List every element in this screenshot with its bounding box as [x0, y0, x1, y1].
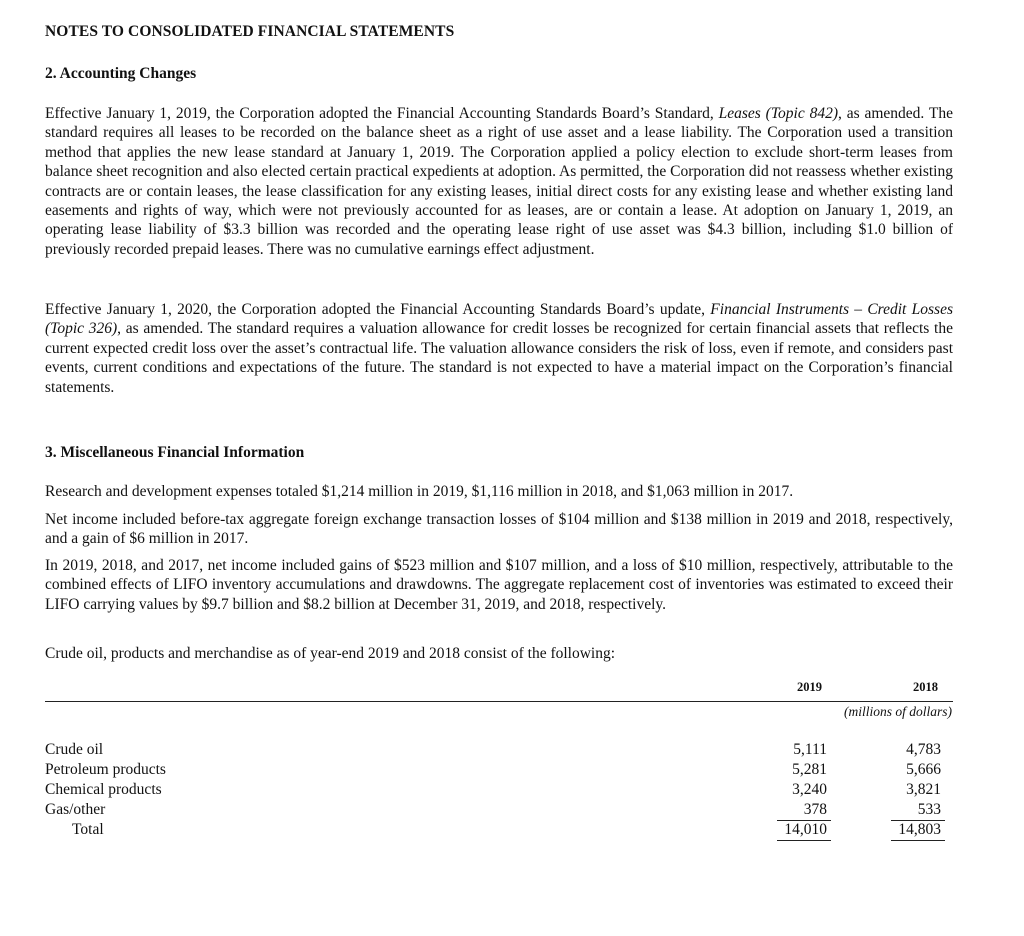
paragraph-credit-losses-post: , as amended. The standard requires a valuation allowance for credit losses be recognized for certain financial assets that reflects the current expected credit loss over the asset’s contractual life. The valuation allowance considers the risk of loss, even if remote, and considers past events, current conditions and expectations of the future. The standard is not expected to have a material impact on the Corporation’s financial statements.: [45, 320, 953, 396]
value-2018: 3,821: [906, 781, 941, 798]
paragraph-credit-losses: [45, 300, 953, 397]
paragraph-leases-italic: Leases (Topic 842): [718, 105, 838, 122]
table-row: [45, 760, 953, 780]
row-label: Gas/other: [45, 801, 106, 818]
column-header-2019: 2019: [797, 680, 822, 694]
row-label: Chemical products: [45, 781, 162, 798]
table-row: [45, 780, 953, 800]
paragraph-lifo: In 2019, 2018, and 2017, net income included gains of $523 million and $107 million, and a loss of $10 million, respectively, attributable to the combined effects of LIFO inventory accumulations and drawdowns. The aggregate replacement cost of inventories was estimated to exceed their LIFO carrying values by $9.7 billion and $8.2 billion at December 31, 2019, and 2018, respectively.: [45, 557, 953, 613]
table-top-rule: [45, 701, 775, 702]
paragraph-foreign-exchange: Net income included before-tax aggregate foreign exchange transaction losses of $104 million and $138 million in 2019 and 2018, respectively, and a gain of $6 million in 2017.: [45, 511, 953, 548]
table-row-total: [45, 820, 953, 840]
unit-label: (millions of dollars): [843, 704, 952, 719]
paragraph-leases-post: , as amended. The standard requires all leases to be recorded on the balance sheet as a right of use asset and a lease liability. The Corporation used a transition method that applies the new lease standard at January 1, 2019. The Corporation applied a policy election to exclude short-term leases from balance sheet recognition and also elected certain practical expedients at adoption. As permitted, the Corporation did not reassess whether existing contracts are or contain leases, the lease classification for any existing leases, initial direct costs for any existing lease and whether existing land easements and rights of way, which were not previously accounted for as leases, are or contain a lease. At adoption on January 1, 2019, an operating lease liability of $3.3 billion was recorded and the operating lease right of use asset was $4.3 billion, including $1.0 billion of previously recorded prepaid leases. There was no cumulative earnings effect adjustment.: [45, 105, 953, 258]
total-rule-2019: [777, 840, 831, 841]
paragraph-inventory-intro: Crude oil, products and merchandise as of year-end 2019 and 2018 consist of the following:: [45, 645, 616, 662]
table-row: [45, 740, 953, 760]
table-row: [45, 800, 953, 820]
value-2018: 4,783: [906, 741, 941, 758]
row-label: Petroleum products: [45, 761, 166, 778]
paragraph-credit-losses-pre: Effective January 1, 2020, the Corporation adopted the Financial Accounting Standards Board’s update,: [45, 301, 711, 318]
paragraph-leases-pre: Effective January 1, 2019, the Corporation adopted the Financial Accounting Standards Board’s Standard,: [45, 105, 719, 122]
column-header-underline-2019: [775, 701, 890, 702]
row-label: Crude oil: [45, 741, 104, 758]
total-label: Total: [72, 821, 104, 838]
value-2019: 3,240: [792, 781, 827, 798]
column-header-underline-2018: [890, 701, 953, 702]
column-header-2018: 2018: [913, 680, 938, 694]
paragraph-leases: [45, 104, 953, 259]
value-2018: 533: [917, 801, 941, 818]
section-heading-misc-financial: 3. Miscellaneous Financial Information: [45, 444, 305, 461]
paragraph-research-development: Research and development expenses totaled $1,214 million in 2019, $1,116 million in 2018, and $1,063 million in 2017.: [45, 483, 794, 500]
value-2019: 5,111: [793, 741, 827, 758]
total-rule-2018: [891, 840, 945, 841]
section-heading-accounting-changes: 2. Accounting Changes: [45, 65, 197, 82]
value-2019: 5,281: [792, 761, 827, 778]
value-2018: 5,666: [906, 761, 941, 778]
paragraph-credit-losses-italic: Financial Instruments – Credit Losses (Topic 326): [45, 301, 953, 338]
page-title: NOTES TO CONSOLIDATED FINANCIAL STATEMENTS: [45, 23, 455, 40]
total-2018: 14,803: [898, 821, 941, 838]
value-2019: 378: [803, 801, 827, 818]
total-2019: 14,010: [784, 821, 827, 838]
